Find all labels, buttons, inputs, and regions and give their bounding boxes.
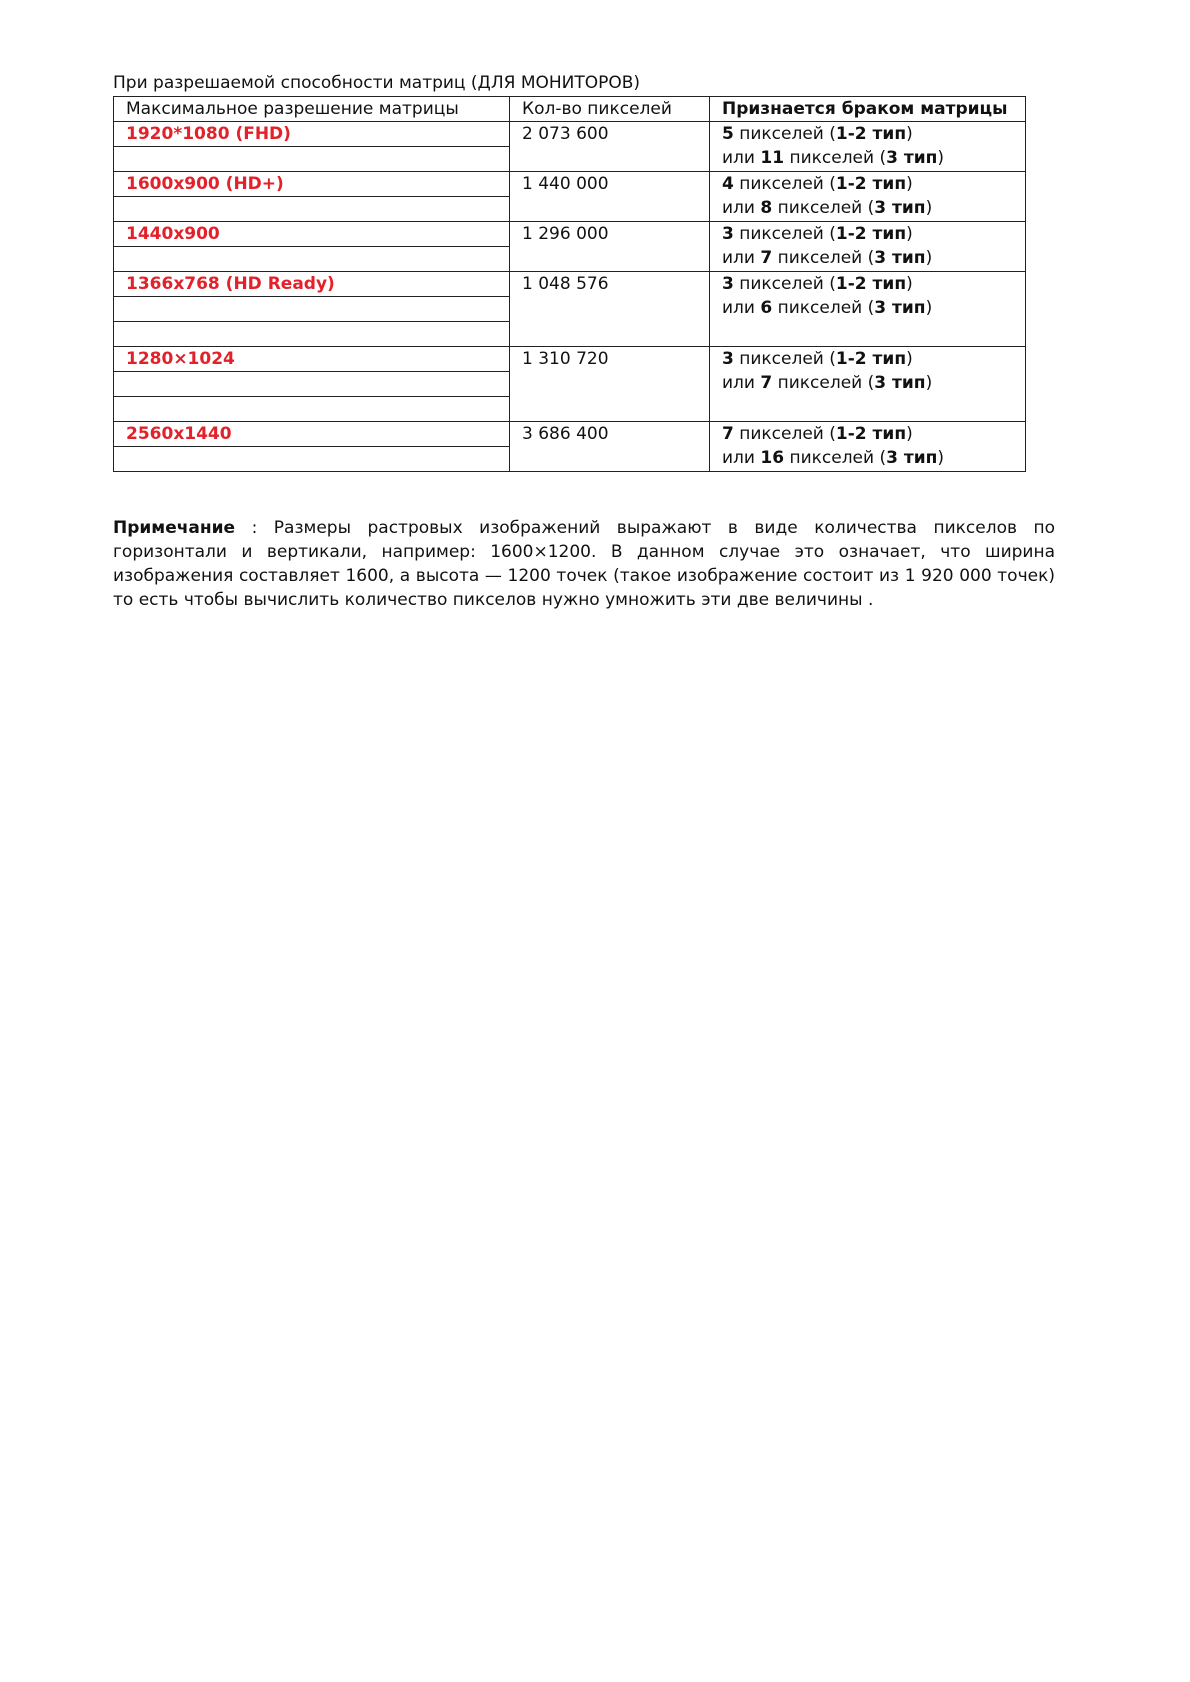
word-pixels: пикселей	[789, 148, 875, 168]
word-or: или	[722, 198, 755, 218]
type-3: 3 тип	[874, 248, 926, 268]
defect-count-3: 7	[760, 373, 773, 393]
table-body	[114, 122, 1026, 472]
note-paragraph	[113, 516, 1055, 612]
defect-count-3: 6	[760, 298, 773, 318]
type-3: 3 тип	[874, 298, 926, 318]
empty-subcell	[114, 447, 510, 472]
pixel-count-cell: 3 686 400	[510, 422, 710, 472]
defect-cell: 7 пикселей (1-2 тип) или 16 пикселей (3 тип)	[710, 422, 1026, 472]
defect-count-12: 5	[722, 124, 734, 144]
type-3: 3 тип	[886, 148, 938, 168]
pixel-count-cell: 1 310 720	[510, 347, 710, 422]
table-row	[114, 222, 1026, 247]
table-row	[114, 422, 1026, 447]
word-pixels: пикселей	[739, 174, 824, 194]
defect-count-3: 7	[760, 248, 773, 268]
word-pixels: пикселей	[789, 448, 875, 468]
type-12: 1-2 тип	[835, 174, 907, 194]
resolution-cell: 1600x900 (HD+)	[114, 172, 510, 197]
header-resolution: Максимальное разрешение матрицы	[114, 97, 510, 122]
note-label: Примечание	[113, 518, 236, 538]
word-pixels: пикселей	[777, 248, 863, 268]
defect-count-3: 16	[760, 448, 785, 468]
table-row	[114, 347, 1026, 372]
table-header-row	[114, 97, 1026, 122]
word-or: или	[722, 448, 755, 468]
table-row	[114, 272, 1026, 297]
header-defect: Признается браком матрицы	[710, 97, 1026, 122]
type-12: 1-2 тип	[835, 424, 907, 444]
defect-cell: 5 пикселей (1-2 тип) или 11 пикселей (3 тип)	[710, 122, 1026, 172]
defect-count-12: 4	[722, 174, 734, 194]
resolution-cell: 1366x768 (HD Ready)	[114, 272, 510, 297]
note-text: : Размеры растровых изображений выражают в виде количества пикселов по горизонтали и вертикали, например: 1600×1200. В данном случае это означает, что ширина изображения составляет 1600, а высота — 1200 точек (такое изображение состоит из 1 920 000 точек) то есть чтобы вычислить количество пикселов нужно умножить эти две величины .	[113, 518, 1055, 610]
word-pixels: пикселей	[739, 349, 824, 369]
empty-subcell	[114, 397, 510, 422]
defect-count-12: 3	[722, 349, 734, 369]
word-pixels: пикселей	[777, 298, 863, 318]
empty-subcell	[114, 147, 510, 172]
word-pixels: пикселей	[739, 274, 824, 294]
defect-count-3: 8	[760, 198, 773, 218]
resolution-cell: 1280×1024	[114, 347, 510, 372]
pixel-count-cell: 1 048 576	[510, 272, 710, 347]
word-pixels: пикселей	[739, 124, 824, 144]
empty-subcell	[114, 197, 510, 222]
resolution-cell: 2560x1440	[114, 422, 510, 447]
document-body	[113, 72, 1025, 472]
word-or: или	[722, 373, 755, 393]
defect-count-12: 3	[722, 274, 734, 294]
word-pixels: пикселей	[777, 373, 863, 393]
defect-cell: 3 пикселей (1-2 тип) или 7 пикселей (3 тип)	[710, 347, 1026, 422]
resolution-cell: 1440x900	[114, 222, 510, 247]
table-row	[114, 122, 1026, 147]
empty-subcell	[114, 322, 510, 347]
type-12: 1-2 тип	[835, 274, 907, 294]
defect-count-3: 11	[760, 148, 785, 168]
type-3: 3 тип	[874, 373, 926, 393]
pixel-count-cell: 1 296 000	[510, 222, 710, 272]
defect-cell: 3 пикселей (1-2 тип) или 7 пикселей (3 тип)	[710, 222, 1026, 272]
word-pixels: пикселей	[739, 424, 824, 444]
word-or: или	[722, 248, 755, 268]
defect-count-12: 7	[722, 424, 734, 444]
word-or: или	[722, 298, 755, 318]
empty-subcell	[114, 247, 510, 272]
defect-table	[113, 96, 1026, 472]
defect-count-12: 3	[722, 224, 734, 244]
table-caption: При разрешаемой способности матриц (ДЛЯ МОНИТОРОВ)	[113, 73, 641, 93]
table-row	[114, 172, 1026, 197]
type-12: 1-2 тип	[835, 224, 907, 244]
pixel-count-cell: 2 073 600	[510, 122, 710, 172]
type-12: 1-2 тип	[835, 124, 907, 144]
type-3: 3 тип	[874, 198, 926, 218]
empty-subcell	[114, 372, 510, 397]
resolution-cell: 1920*1080 (FHD)	[114, 122, 510, 147]
defect-cell: 4 пикселей (1-2 тип) или 8 пикселей (3 тип)	[710, 172, 1026, 222]
defect-cell: 3 пикселей (1-2 тип) или 6 пикселей (3 тип)	[710, 272, 1026, 347]
type-12: 1-2 тип	[835, 349, 907, 369]
header-pixels: Кол-во пикселей	[510, 97, 710, 122]
word-pixels: пикселей	[739, 224, 824, 244]
word-or: или	[722, 148, 755, 168]
type-3: 3 тип	[886, 448, 938, 468]
empty-subcell	[114, 297, 510, 322]
word-pixels: пикселей	[777, 198, 863, 218]
pixel-count-cell: 1 440 000	[510, 172, 710, 222]
